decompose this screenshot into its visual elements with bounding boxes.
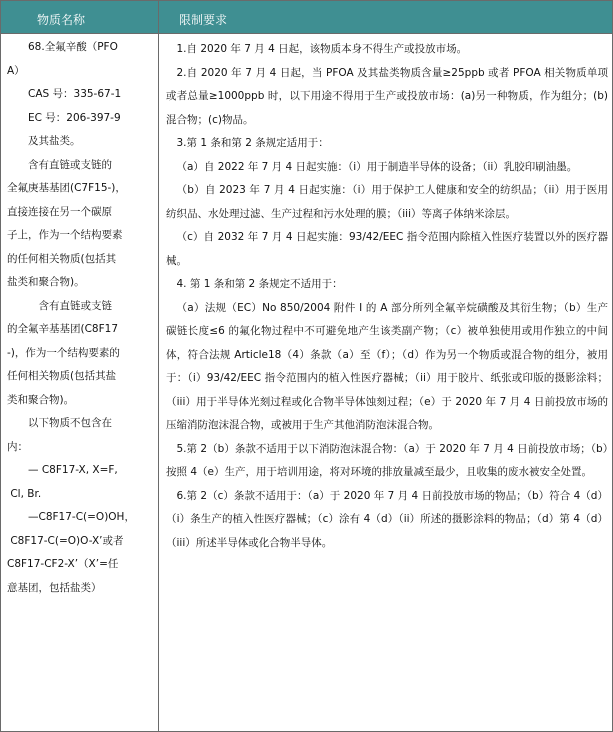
substance-description: 68.全氟辛酸（PFO A） CAS 号：335-67-1 EC 号：206-397-9 及其盐类。 含有直链或支链的 全氟庚基基团(C7F15-)， 直接连接在另一个碳原 子上，作为一个结构要素 的任何相关物质(包括其 盐类和聚合物)。 含有直链或支链 的全氟辛基基团(C8F17 -)，作为一个结构要素的 任何相关物质(包括其盐 类和聚合物)。 以下物质不包含在 内： — C8F17-X, X=F, Cl, Br. —C8F17-C(=O)OH， C8F17-C(=O)O-X’或者 C8F17-CF2-X’（X’=任 意基团，包括盐类）	[7, 41, 135, 594]
table-header	[1, 1, 612, 33]
clause-3a: （a）自 2022 年 7 月 4 日起实施：（i）用于制造半导体的设备；（ii）乳胶印刷油墨。	[176, 160, 578, 173]
column-divider	[158, 1, 159, 731]
clause-1: 1.自 2020 年 7 月 4 日起，该物质本身不得生产或投放市场。	[176, 43, 468, 55]
header-divider	[1, 33, 612, 34]
clause-3b: （b）自 2023 年 7 月 4 日起实施：（i）用于保护工人健康和安全的纺织品；（ii）用于医用纺织品、水处理过滤、生产过程和污水处理的膜；（iii）等离子体纳米涂层。	[166, 184, 608, 220]
clause-2: 2.自 2020 年 7 月 4 日起，当 PFOA 及其盐类物质含量≥25ppb 或者 PFOA 相关物质单项或者总量≥1000ppb 时，以下用途不得用于生产或投放市场：(a)另一种物质，作为组分；(b)混合物；(c)物品。	[166, 66, 608, 126]
clause-5: 5.第 2（b）条款不适用于以下消防泡沫混合物：（a）于 2020 年 7 月 4 日前投放市场；（b）按照 4（e）生产，用于培训用途，将对环境的排放量减至最少，且收集的废水被安全处置。	[166, 442, 608, 478]
header-substance-name: 物质名称	[37, 13, 86, 27]
header-restriction-requirements: 限制要求	[179, 13, 228, 27]
clause-3: 3.第 1 条和第 2 条规定适用于：	[176, 137, 329, 149]
clause-3c: （c）自 2032 年 7 月 4 日起实施：93/42/EEC 指令范围内除植入性医疗装置以外的医疗器械。	[166, 231, 608, 267]
clause-4: 4. 第 1 条和第 2 条规定不适用于：	[176, 278, 343, 290]
clause-4-items: （a）法规（EC）No 850/2004 附件 I 的 A 部分所列全氟辛烷磺酸及其衍生物；（b）生产碳链长度≤6 的氟化物过程中不可避免地产生该类副产物；（c）被单独使用或用作独立的中间体，符合法规 Article18（4）条款（a）至（f）；（d）作为另一个物质或混合物的组分，被用于：（i）93/42/EEC 指令范围内的植入性医疗器械；（ii）用于胶片、纸张或印版的摄影涂料；（iii）用于半导体光刻过程或化合物半导体蚀刻过程；（e）于 2020 年 7 月 4 日前投放市场的压缩消防泡沫混合物，或被用于生产其他消防泡沫混合物。	[166, 301, 608, 431]
restriction-text	[166, 38, 608, 555]
clause-6: 6.第 2（c）条款不适用于：（a）于 2020 年 7 月 4 日前投放市场的物品；（b）符合 4（d）（i）条生产的植入性医疗器械；（c）涂有 4（d）（ii）所述的摄影涂料的物品；（d）第 4（d）（iii）所述半导体或化合物半导体。	[166, 489, 608, 549]
